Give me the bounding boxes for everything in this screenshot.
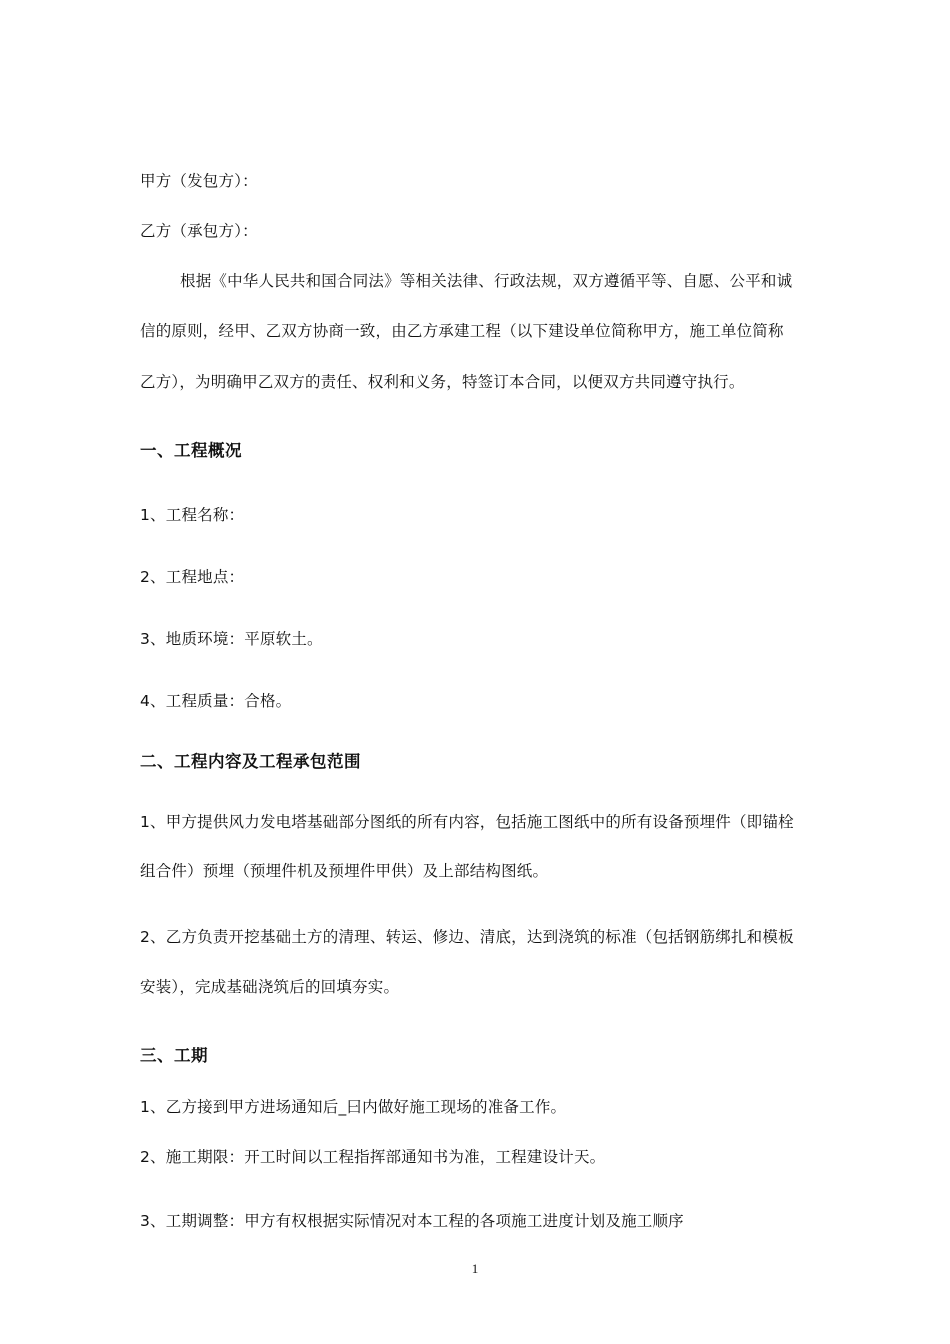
party-b-line: 乙方（承包方）： [140,222,258,240]
section-1-item-1: 1、工程名称： [140,506,245,524]
section-2-item-1-line-1: 1、甲方提供风力发电塔基础部分图纸的所有内容，包括施工图纸中的所有设备预埋件（即锚栓 [140,813,794,831]
preamble-line-2: 信的原则，经甲、乙双方协商一致，由乙方承建工程（以下建设单位简称甲方，施工单位简称 [140,322,784,340]
section-3-item-1: 1、乙方接到甲方进场通知后_曰内做好施工现场的准备工作。 [140,1098,567,1116]
party-a-line: 甲方（发包方）： [140,172,258,190]
section-3-item-2: 2、施工期限：开工时间以工程指挥部通知书为准，工程建设计天。 [140,1148,606,1166]
section-1-item-4: 4、工程质量：合格。 [140,692,292,710]
section-3-item-3: 3、工期调整：甲方有权根据实际情况对本工程的各项施工进度计划及施工顺序 [140,1212,684,1230]
section-2-item-2-line-2: 安装），完成基础浇筑后的回填夯实。 [140,978,400,996]
section-1-heading: 一、工程概况 [140,441,242,460]
section-2-item-1-line-2: 组合件）预埋（预埋件机及预埋件甲供）及上部结构图纸。 [140,862,549,880]
preamble-line-1: 根据《中华人民共和国合同法》等相关法律、行政法规，双方遵循平等、自愿、公平和诚 [180,272,793,290]
preamble-line-3: 乙方），为明确甲乙双方的责任、权利和义务，特签订本合同，以便双方共同遵守执行。 [140,373,745,391]
page-number: 1 [471,1261,479,1276]
section-3-heading: 三、工期 [140,1046,208,1065]
section-1-item-2: 2、工程地点： [140,568,245,586]
section-2-item-2-line-1: 2、乙方负责开挖基础土方的清理、转运、修边、清底，达到浇筑的标准（包括钢筋绑扎和模板 [140,928,794,946]
section-2-heading: 二、工程内容及工程承包范围 [140,752,361,771]
section-1-item-3: 3、地质环境：平原软土。 [140,630,323,648]
